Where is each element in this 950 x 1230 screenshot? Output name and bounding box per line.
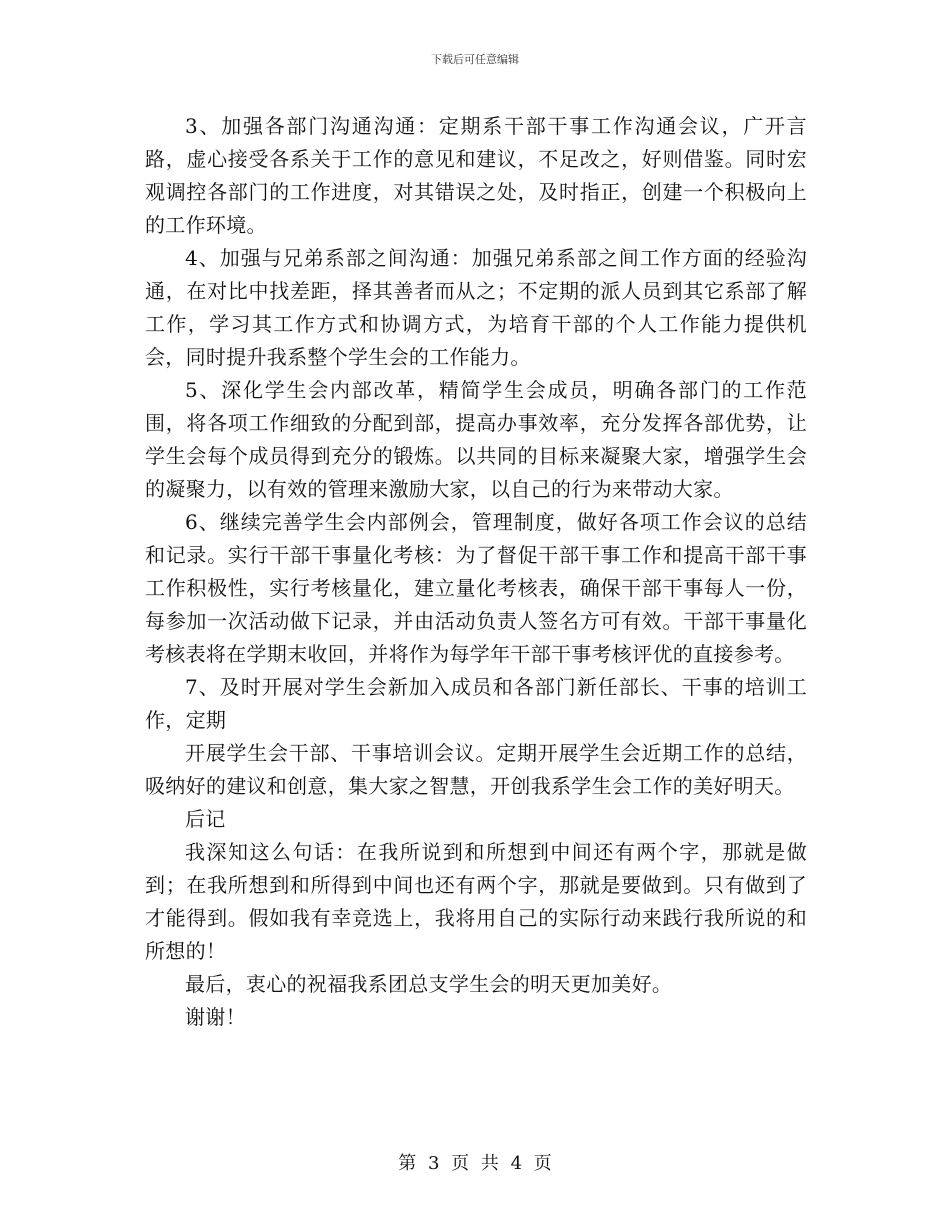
paragraph-3: 3、加强各部门沟通沟通：定期系干部干事工作沟通会议，广开言路，虚心接受各系关于工作的意见和建议，不足改之，好则借鉴。同时宏观调控各部门的工作进度，对其错误之处，及时指正，创建一个积极向上的工作环境。 (145, 114, 807, 237)
closing-wish: 最后，衷心的祝福我系团总支学生会的明天更加美好。 (185, 972, 673, 996)
document-body (145, 110, 807, 1034)
paragraph-7-continued: 开展学生会干部、干事培训会议。定期开展学生会近期工作的总结，吸纳好的建议和创意，集大家之智慧，开创我系学生会工作的美好明天。 (145, 741, 807, 798)
thanks: 谢谢！ (185, 1005, 246, 1029)
paragraph-4: 4、加强与兄弟系部之间沟通：加强兄弟系部之间工作方面的经验沟通，在对比中找差距，择其善者而从之；不定期的派人员到其它系部了解工作，学习其工作方式和协调方式，为培育干部的个人工作能力提供机会，同时提升我系整个学生会的工作能力。 (145, 246, 807, 369)
page-header: 下载后可任意编辑 (431, 53, 519, 66)
paragraph-7: 7、及时开展对学生会新加入成员和各部门新任部长、干事的培训工作，定期 (145, 675, 807, 732)
afterword-heading: 后记 (185, 807, 226, 831)
paragraph-5: 5、深化学生会内部改革，精简学生会成员，明确各部门的工作范围，将各项工作细致的分配到部，提高办事效率，充分发挥各部优势，让学生会每个成员得到充分的锻炼。以共同的目标来凝聚大家，增强学生会的凝聚力，以有效的管理来激励大家，以自己的行为来带动大家。 (145, 378, 807, 501)
page-number-footer: 第 3 页 共 4 页 (398, 1153, 552, 1174)
afterword-paragraph: 我深知这么句话：在我所说到和所想到中间还有两个字，那就是做到；在我所想到和所得到中间也还有两个字，那就是要做到。只有做到了才能得到。假如我有幸竞选上，我将用自己的实际行动来践行我所说的和所想的！ (145, 840, 807, 963)
paragraph-6: 6、继续完善学生会内部例会，管理制度，做好各项工作会议的总结和记录。实行干部干事量化考核：为了督促干部干事工作和提高干部干事工作积极性，实行考核量化，建立量化考核表，确保干部干事每人一份，每参加一次活动做下记录，并由活动负责人签名方可有效。干部干事量化考核表将在学期末收回，并将作为每学年干部干事考核评优的直接参考。 (145, 510, 807, 666)
